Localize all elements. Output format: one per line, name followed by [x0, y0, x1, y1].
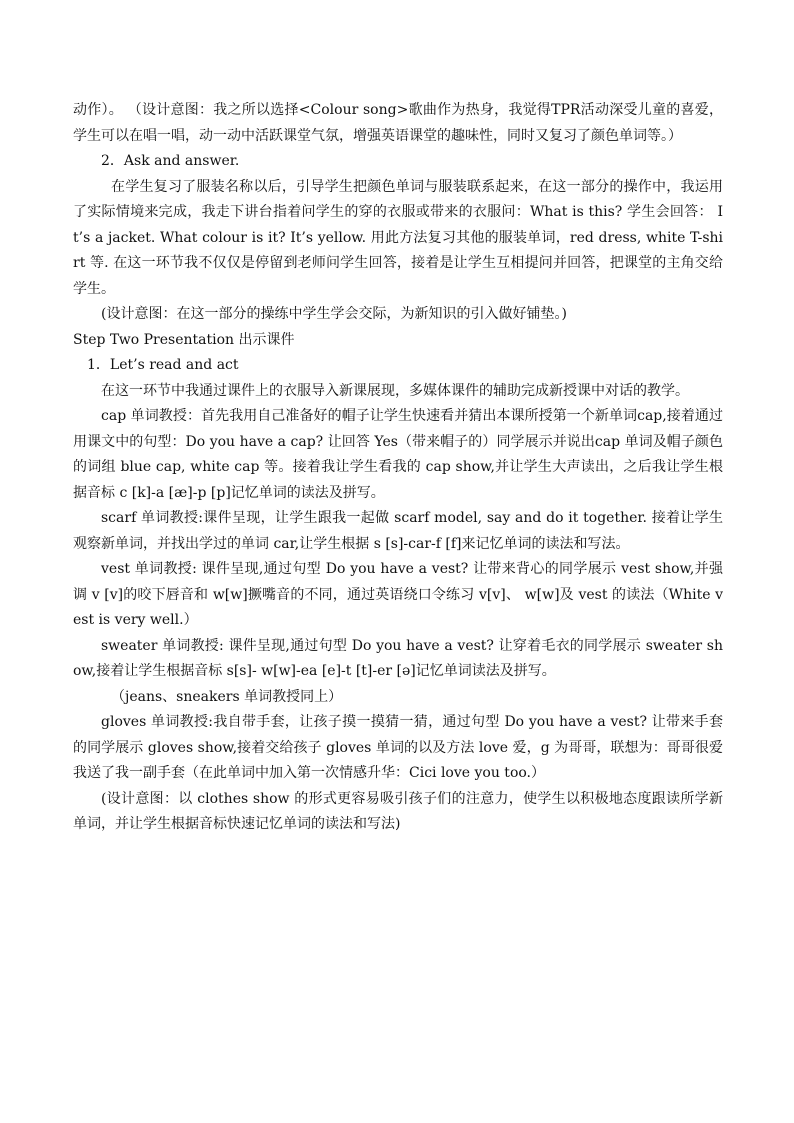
paragraph-jeans-sneakers: （jeans、sneakers 单词教授同上） [111, 688, 343, 705]
paragraph-sweater-teaching: sweater 单词教授: 课件呈现,通过句型 Do you have a vest? 让穿着毛衣的同学展示 sweater show,接着让学生根据音标 s[s]- w[w]-ea [e]-t [t]-er [ə]记忆单词读法及拼写。 [73, 637, 723, 679]
paragraph-courseware-intro: 在这一环节中我通过课件上的衣服导入新课展现，多媒体课件的辅助完成新授课中对话的教学。 [101, 382, 689, 399]
paragraph-gloves-teaching: gloves 单词教授:我自带手套，让孩子摸一摸猜一猜，通过句型 Do you have a vest? 让带来手套的同学展示 gloves show,接着交给孩子 gloves 单词的以及方法 love 爱，g 为哥哥，联想为：哥哥很爱我送了我一副手套（在此单词中加入第一次情感升华：Cici love you too.） [73, 714, 723, 781]
paragraph-ask-and-answer-body: 在学生复习了服装名称以后，引导学生把颜色单词与服装联系起来，在这一部分的操作中，我运用了实际情境来完成，我走下讲台指着问学生的穿的衣服或带来的衣服问：What is this? 学生会回答： It’s a jacket. What colour is it? It’s yellow. 用此方法复习其他的服装单词，red dress, white T-shirt 等. 在这一环节我不仅仅是停留到老师问学生回答，接着是让学生互相提问并回答，把课堂的主角交给学生。 [73, 178, 723, 297]
paragraph-vest-teaching: vest 单词教授: 课件呈现,通过句型 Do you have a vest? 让带来背心的同学展示 vest show,并强调 v [v]的咬下唇音和 w[w]撅嘴音的不同，通过英语绕口令练习 v[v]、 w[w]及 vest 的读法（White vest is very well.） [73, 561, 723, 628]
paragraph-scarf-teaching: scarf 单词教授:课件呈现，让学生跟我一起做 scarf model, say and do it together. 接着让学生观察新单词，并找出学过的单词 car,让学生根据 s [s]-car-f [f]来记忆单词的读法和写法。 [73, 510, 723, 552]
paragraph-design-intent-colour-song: 动作）。 （设计意图：我之所以选择<Colour song>歌曲作为热身，我觉得TPR活动深受儿童的喜爱，学生可以在唱一唱，动一动中活跃课堂气氛，增强英语课堂的趣味性，同时又复习了颜色单词等。） [73, 102, 723, 144]
document-page [73, 98, 723, 838]
paragraph-design-intent-communication: (设计意图：在这一部分的操练中学生学会交际，为新知识的引入做好铺垫。) [101, 306, 567, 322]
paragraph-cap-teaching: cap 单词教授：首先我用自己准备好的帽子让学生快速看并猜出本课所授第一个新单词cap,接着通过用课文中的句型：Do you have a cap? 让回答 Yes（带来帽子的）同学展示并说出cap 单词及帽子颜色的词组 blue cap, white cap 等。接着我让学生看我的 cap show,并让学生大声读出，之后我让学生根据音标 c [k]-a [æ]-p [p]记忆单词的读法及拼写。 [73, 408, 723, 501]
section-ask-and-answer: 2．Ask and answer. [101, 153, 240, 169]
heading-step-two-presentation: Step Two Presentation 出示课件 [73, 331, 295, 348]
paragraph-design-intent-clothes-show: (设计意图：以 clothes show 的形式更容易吸引孩子们的注意力，使学生以积极地态度跟读所学新单词，并让学生根据音标快速记忆单词的读法和写法) [73, 790, 723, 832]
section-lets-read-and-act: 1．Let’s read and act [87, 357, 239, 373]
